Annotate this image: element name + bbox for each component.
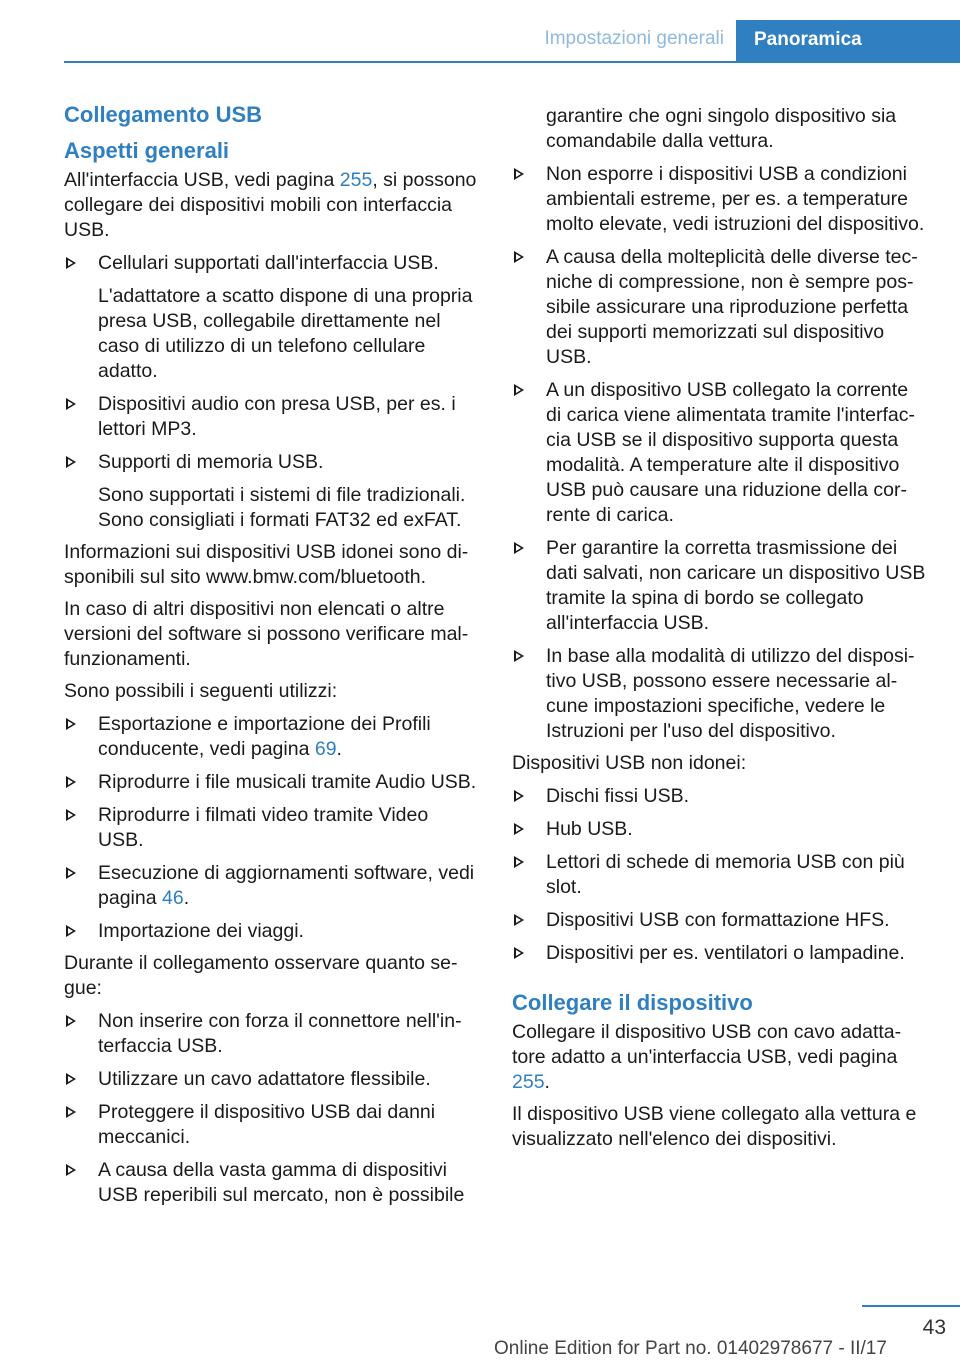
list-item: Non esporre i dispositivi USB a condizioni ambientali estreme, per es. a temperature molto elevate, vedi istruzioni del dispositivo. [512, 162, 926, 237]
list-item: Dispositivi per es. ventilatori o lampadine. [512, 941, 926, 966]
list-item: Dispositivi USB con formattazione HFS. [512, 908, 926, 933]
bullet-triangle-icon [514, 168, 524, 180]
list-item: Dispositivi audio con presa USB, per es. i lettori MP3. [64, 392, 478, 442]
list-item: Proteggere il dispositivo USB dai danni meccanici. [64, 1100, 478, 1150]
bullet-triangle-icon [66, 398, 76, 410]
subsection-title: Collegare il dispositivo [512, 990, 753, 1015]
bullet-triangle-icon [514, 914, 524, 926]
list-item: Riprodurre i file musicali tramite Audio USB. [64, 770, 478, 795]
bullet-triangle-icon [66, 867, 76, 879]
list-item: Hub USB. [512, 817, 926, 842]
list-item: Esportazione e importazione dei Profili conducente, vedi pagina 69. [64, 712, 478, 762]
list-item: Utilizzare un cavo adattatore flessibile. [64, 1067, 478, 1092]
list-item: Non inserire con forza il connettore nell'interfaccia USB. [64, 1009, 478, 1059]
uses-intro: Sono possibili i seguenti utilizzi: [64, 680, 338, 702]
header-section-title: Impostazioni generali [544, 28, 724, 49]
bullet-triangle-icon [66, 776, 76, 788]
page-link[interactable]: 255 [339, 169, 373, 191]
bullet-triangle-icon [66, 925, 76, 937]
left-column [64, 100, 478, 1208]
info-paragraph: In caso di altri dispositivi non elencati o altre versioni del software si possono verificare malfunzionamenti. [64, 598, 469, 670]
bullet-triangle-icon [514, 384, 524, 396]
bullet-triangle-icon [514, 650, 524, 662]
bullet-triangle-icon [514, 856, 524, 868]
bullet-triangle-icon [514, 790, 524, 802]
info-paragraph: Informazioni sui dispositivi USB idonei sono disponibili sul sito www.bmw.com/bluetooth. [64, 541, 469, 588]
list-item: Importazione dei viaggi. [64, 919, 478, 944]
page-number: 43 [922, 1316, 946, 1339]
connect-paragraph: Collegare il dispositivo USB con cavo adattatore adatto a un'interfaccia USB, vedi pagina 255. [512, 1021, 902, 1093]
observe-intro: Durante il collegamento osservare quanto segue: [64, 952, 458, 999]
bullet-triangle-icon [66, 456, 76, 468]
page-link[interactable]: 69 [314, 738, 337, 760]
page-link[interactable]: 46 [161, 887, 184, 909]
list-item: Per garantire la corretta trasmissione dei dati salvati, non caricare un dispositivo USB tramite la spina di bordo se collegato all'interfaccia USB. [512, 536, 926, 636]
list-item: A causa della vasta gamma di dispositivi USB reperibili sul mercato, non è possibile [64, 1158, 478, 1208]
list-item: In base alla modalità di utilizzo del dispositivo USB, possono essere necessarie alcune impostazioni specifiche, vedere le Istruzioni per l'uso del dispositivo. [512, 644, 926, 744]
right-column [512, 104, 926, 1152]
bullet-triangle-icon [514, 823, 524, 835]
connect-paragraph: Il dispositivo USB viene collegato alla vettura e visualizzato nell'elenco dei dispositivi. [512, 1103, 917, 1150]
list-item: A causa della molteplicità delle diverse tecniche di compressione, non è sempre possibile assicurare una riproduzione perfetta dei supporti memorizzati sul dispositivo USB. [512, 245, 926, 370]
bullet-triangle-icon [66, 257, 76, 269]
list-item: Dischi fissi USB. [512, 784, 926, 809]
bullet-triangle-icon [66, 809, 76, 821]
intro-paragraph: All'interfaccia USB, vedi pagina 255, si possono collegare dei dispositivi mobili con interfaccia USB. [64, 169, 477, 241]
bullet-triangle-icon [66, 1073, 76, 1085]
list-item: Esecuzione di aggiornamenti software, vedi pagina 46. [64, 861, 478, 911]
header-tab-panoramica: Panoramica [736, 20, 960, 63]
subsection-title: Aspetti generali [64, 138, 230, 163]
bullet-triangle-icon [66, 718, 76, 730]
bullet-triangle-icon [514, 947, 524, 959]
footer-divider [862, 1305, 960, 1307]
list-item: Cellulari supportati dall'interfaccia USB. L'adattatore a scatto dispone di una propria presa USB, collegabile direttamente nel caso di utilizzo di un telefono cellulare adatto. [64, 251, 478, 384]
list-item: Riprodurre i filmati video tramite Video USB. [64, 803, 478, 853]
bullet-triangle-icon [514, 542, 524, 554]
edition-footer: Online Edition for Part no. 01402978677 - II/17 [494, 1338, 887, 1359]
bullet-triangle-icon [514, 251, 524, 263]
page-link[interactable]: 255 [512, 1071, 545, 1093]
list-item: Lettori di schede di memoria USB con più slot. [512, 850, 926, 900]
bullet-triangle-icon [66, 1015, 76, 1027]
list-item-continuation: garantire che ogni singolo dispositivo sia comandabile dalla vettura. [546, 105, 897, 152]
unsuitable-intro: Dispositivi USB non idonei: [512, 752, 747, 774]
bullet-triangle-icon [66, 1164, 76, 1176]
bullet-triangle-icon [66, 1106, 76, 1118]
header-divider [64, 61, 960, 63]
section-title: Collegamento USB [64, 102, 263, 127]
list-item: A un dispositivo USB collegato la corrente di carica viene alimentata tramite l'interfaccia USB se il dispositivo supporta questa modalità. A temperature alte il dispositivo USB può causare una riduzione della corrente di carica. [512, 378, 926, 528]
list-item: Supporti di memoria USB. Sono supportati i sistemi di file tradizionali. Sono consigliati i formati FAT32 ed exFAT. [64, 450, 478, 533]
